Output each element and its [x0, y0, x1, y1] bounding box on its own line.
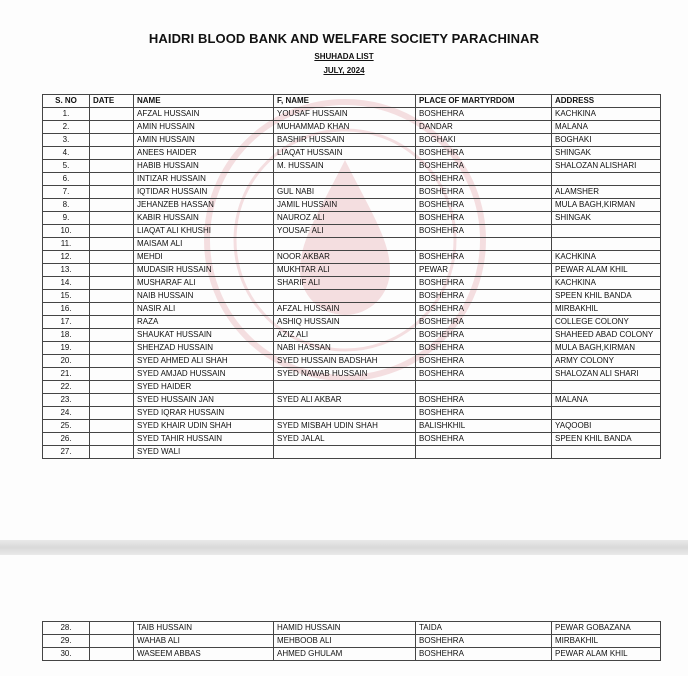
- table-header-row: [43, 95, 661, 108]
- cell-sno: 5.: [43, 160, 90, 173]
- cell-sno: 20.: [43, 355, 90, 368]
- cell-name: SYED HUSSAIN JAN: [134, 394, 274, 407]
- col-header-sno: S. NO: [43, 95, 90, 108]
- cell-sno: 8.: [43, 199, 90, 212]
- cell-address: MALANA: [552, 394, 661, 407]
- cell-place: BOSHEHRA: [416, 635, 552, 648]
- cell-father-name: YOUSAF ALI: [274, 225, 416, 238]
- cell-date: [90, 368, 134, 381]
- cell-date: [90, 648, 134, 661]
- cell-name: SYED KHAIR UDIN SHAH: [134, 420, 274, 433]
- cell-name: ANEES HAIDER: [134, 147, 274, 160]
- cell-place: PEWAR: [416, 264, 552, 277]
- cell-sno: 24.: [43, 407, 90, 420]
- cell-address: SHINGAK: [552, 147, 661, 160]
- cell-address: KACHKINA: [552, 108, 661, 121]
- cell-sno: 10.: [43, 225, 90, 238]
- table-row: [43, 251, 661, 264]
- cell-sno: 16.: [43, 303, 90, 316]
- cell-sno: 3.: [43, 134, 90, 147]
- cell-date: [90, 186, 134, 199]
- col-header-place: PLACE OF MARTYRDOM: [416, 95, 552, 108]
- cell-name: AFZAL HUSSAIN: [134, 108, 274, 121]
- page-separator: [0, 540, 688, 555]
- cell-address: MIRBAKHIL: [552, 303, 661, 316]
- cell-date: [90, 160, 134, 173]
- cell-date: [90, 407, 134, 420]
- cell-address: SHAHEED ABAD COLONY: [552, 329, 661, 342]
- cell-address: [552, 446, 661, 459]
- cell-name: WAHAB ALI: [134, 635, 274, 648]
- cell-sno: 7.: [43, 186, 90, 199]
- cell-date: [90, 355, 134, 368]
- cell-date: [90, 251, 134, 264]
- cell-name: INTIZAR HUSSAIN: [134, 173, 274, 186]
- cell-place: BALISHKHIL: [416, 420, 552, 433]
- cell-date: [90, 264, 134, 277]
- table-row: [43, 186, 661, 199]
- cell-father-name: AFZAL HUSSAIN: [274, 303, 416, 316]
- cell-address: SPEEN KHIL BANDA: [552, 290, 661, 303]
- cell-father-name: JAMIL HUSSAIN: [274, 199, 416, 212]
- cell-name: SYED TAHIR HUSSAIN: [134, 433, 274, 446]
- table-row: [43, 381, 661, 394]
- table-row: [43, 329, 661, 342]
- cell-date: [90, 277, 134, 290]
- cell-place: [416, 381, 552, 394]
- table-row: [43, 420, 661, 433]
- table-row: [43, 355, 661, 368]
- table-row: [43, 316, 661, 329]
- cell-place: [416, 446, 552, 459]
- cell-address: [552, 238, 661, 251]
- cell-father-name: [274, 290, 416, 303]
- cell-sno: 17.: [43, 316, 90, 329]
- page-title: HAIDRI BLOOD BANK AND WELFARE SOCIETY PARACHINAR: [148, 31, 540, 46]
- cell-address: YAQOOBI: [552, 420, 661, 433]
- cell-father-name: AHMED GHULAM: [274, 648, 416, 661]
- cell-name: MUSHARAF ALI: [134, 277, 274, 290]
- cell-place: [416, 238, 552, 251]
- cell-father-name: [274, 381, 416, 394]
- cell-place: BOSHEHRA: [416, 199, 552, 212]
- cell-date: [90, 212, 134, 225]
- cell-sno: 18.: [43, 329, 90, 342]
- cell-name: SYED IQRAR HUSSAIN: [134, 407, 274, 420]
- cell-sno: 14.: [43, 277, 90, 290]
- list-subtitle: SHUHADA LIST: [314, 52, 374, 61]
- col-header-date: DATE: [90, 95, 134, 108]
- cell-place: BOSHEHRA: [416, 212, 552, 225]
- cell-address: BOGHAKI: [552, 134, 661, 147]
- cell-address: MIRBAKHIL: [552, 635, 661, 648]
- cell-date: [90, 134, 134, 147]
- cell-father-name: SYED MISBAH UDIN SHAH: [274, 420, 416, 433]
- cell-place: BOSHEHRA: [416, 433, 552, 446]
- cell-father-name: MEHBOOB ALI: [274, 635, 416, 648]
- cell-father-name: HAMID HUSSAIN: [274, 622, 416, 635]
- cell-father-name: ASHIQ HUSSAIN: [274, 316, 416, 329]
- cell-date: [90, 290, 134, 303]
- table-row: [43, 368, 661, 381]
- cell-father-name: AZIZ ALI: [274, 329, 416, 342]
- cell-father-name: SYED NAWAB HUSSAIN: [274, 368, 416, 381]
- cell-date: [90, 147, 134, 160]
- cell-father-name: MUHAMMAD KHAN: [274, 121, 416, 134]
- cell-address: ARMY COLONY: [552, 355, 661, 368]
- cell-name: RAZA: [134, 316, 274, 329]
- cell-name: MAISAM ALI: [134, 238, 274, 251]
- cell-place: BOSHEHRA: [416, 251, 552, 264]
- cell-place: DANDAR: [416, 121, 552, 134]
- cell-date: [90, 381, 134, 394]
- cell-address: COLLEGE COLONY: [552, 316, 661, 329]
- cell-date: [90, 303, 134, 316]
- cell-father-name: SYED ALI AKBAR: [274, 394, 416, 407]
- table-row: [43, 212, 661, 225]
- shuhada-table: [42, 94, 661, 459]
- table-row: [43, 277, 661, 290]
- cell-address: SHALOZAN ALI SHARI: [552, 368, 661, 381]
- cell-date: [90, 394, 134, 407]
- cell-father-name: [274, 238, 416, 251]
- cell-place: BOSHEHRA: [416, 394, 552, 407]
- table-row: [43, 147, 661, 160]
- cell-place: TAIDA: [416, 622, 552, 635]
- cell-father-name: GUL NABI: [274, 186, 416, 199]
- cell-date: [90, 225, 134, 238]
- cell-place: BOSHEHRA: [416, 303, 552, 316]
- cell-name: MUDASIR HUSSAIN: [134, 264, 274, 277]
- cell-father-name: YOUSAF HUSSAIN: [274, 108, 416, 121]
- cell-name: NAIB HUSSAIN: [134, 290, 274, 303]
- cell-place: BOSHEHRA: [416, 173, 552, 186]
- table-row: [43, 134, 661, 147]
- col-header-name: NAME: [134, 95, 274, 108]
- cell-address: SPEEN KHIL BANDA: [552, 433, 661, 446]
- table-row: [43, 173, 661, 186]
- cell-address: SHALOZAN ALISHARI: [552, 160, 661, 173]
- table-row: [43, 648, 661, 661]
- cell-address: KACHKINA: [552, 251, 661, 264]
- cell-father-name: LIAQAT HUSSAIN: [274, 147, 416, 160]
- cell-sno: 19.: [43, 342, 90, 355]
- cell-father-name: [274, 173, 416, 186]
- cell-name: WASEEM ABBAS: [134, 648, 274, 661]
- shuhada-table-continued: [42, 621, 661, 661]
- table-row: [43, 264, 661, 277]
- cell-address: KACHKINA: [552, 277, 661, 290]
- cell-place: BOSHEHRA: [416, 342, 552, 355]
- cell-address: MALANA: [552, 121, 661, 134]
- cell-date: [90, 446, 134, 459]
- cell-date: [90, 238, 134, 251]
- cell-date: [90, 199, 134, 212]
- cell-date: [90, 420, 134, 433]
- cell-date: [90, 173, 134, 186]
- cell-sno: 21.: [43, 368, 90, 381]
- cell-date: [90, 121, 134, 134]
- table-row: [43, 290, 661, 303]
- table-row: [43, 238, 661, 251]
- table-row: [43, 108, 661, 121]
- cell-place: BOSHEHRA: [416, 186, 552, 199]
- cell-address: [552, 381, 661, 394]
- cell-place: BOSHEHRA: [416, 316, 552, 329]
- cell-place: BOSHEHRA: [416, 329, 552, 342]
- table-row: [43, 635, 661, 648]
- document-page-2: [0, 555, 688, 676]
- table-row: [43, 160, 661, 173]
- cell-address: MULA BAGH,KIRMAN: [552, 342, 661, 355]
- table-row: [43, 225, 661, 238]
- cell-sno: 12.: [43, 251, 90, 264]
- cell-name: SYED HAIDER: [134, 381, 274, 394]
- cell-name: IQTIDAR HUSSAIN: [134, 186, 274, 199]
- cell-sno: 6.: [43, 173, 90, 186]
- cell-name: TAIB HUSSAIN: [134, 622, 274, 635]
- cell-sno: 22.: [43, 381, 90, 394]
- cell-sno: 25.: [43, 420, 90, 433]
- cell-father-name: NAUROZ ALI: [274, 212, 416, 225]
- cell-date: [90, 635, 134, 648]
- cell-place: BOSHEHRA: [416, 355, 552, 368]
- cell-name: SYED WALI: [134, 446, 274, 459]
- cell-father-name: NOOR AKBAR: [274, 251, 416, 264]
- col-header-address: ADDRESS: [552, 95, 661, 108]
- table-row: [43, 303, 661, 316]
- table-row: [43, 433, 661, 446]
- cell-father-name: [274, 446, 416, 459]
- cell-place: BOSHEHRA: [416, 160, 552, 173]
- cell-date: [90, 433, 134, 446]
- cell-father-name: SHARIF ALI: [274, 277, 416, 290]
- cell-father-name: SYED HUSSAIN BADSHAH: [274, 355, 416, 368]
- cell-date: [90, 316, 134, 329]
- cell-name: SYED AHMED ALI SHAH: [134, 355, 274, 368]
- cell-address: PEWAR ALAM KHIL: [552, 648, 661, 661]
- cell-place: BOSHEHRA: [416, 368, 552, 381]
- cell-place: BOSHEHRA: [416, 147, 552, 160]
- cell-father-name: NABI HASSAN: [274, 342, 416, 355]
- table-row: [43, 407, 661, 420]
- cell-name: SHAUKAT HUSSAIN: [134, 329, 274, 342]
- cell-father-name: MUKHTAR ALI: [274, 264, 416, 277]
- cell-sno: 29.: [43, 635, 90, 648]
- cell-address: SHINGAK: [552, 212, 661, 225]
- table-row: [43, 394, 661, 407]
- cell-address: PEWAR ALAM KHIL: [552, 264, 661, 277]
- cell-sno: 11.: [43, 238, 90, 251]
- cell-sno: 30.: [43, 648, 90, 661]
- cell-sno: 4.: [43, 147, 90, 160]
- cell-address: [552, 173, 661, 186]
- cell-sno: 28.: [43, 622, 90, 635]
- cell-sno: 15.: [43, 290, 90, 303]
- cell-address: MULA BAGH,KIRMAN: [552, 199, 661, 212]
- cell-father-name: BASHIR HUSSAIN: [274, 134, 416, 147]
- cell-place: BOSHEHRA: [416, 225, 552, 238]
- cell-name: KABIR HUSSAIN: [134, 212, 274, 225]
- cell-name: LIAQAT ALI KHUSHI: [134, 225, 274, 238]
- table-row: [43, 446, 661, 459]
- cell-address: PEWAR GOBAZANA: [552, 622, 661, 635]
- cell-address: [552, 407, 661, 420]
- cell-name: SYED AMJAD HUSSAIN: [134, 368, 274, 381]
- cell-place: BOGHAKI: [416, 134, 552, 147]
- cell-date: [90, 342, 134, 355]
- cell-father-name: SYED JALAL: [274, 433, 416, 446]
- cell-sno: 26.: [43, 433, 90, 446]
- cell-sno: 9.: [43, 212, 90, 225]
- cell-date: [90, 622, 134, 635]
- cell-address: [552, 225, 661, 238]
- table-row: [43, 199, 661, 212]
- cell-place: BOSHEHRA: [416, 407, 552, 420]
- cell-place: BOSHEHRA: [416, 277, 552, 290]
- cell-sno: 23.: [43, 394, 90, 407]
- cell-address: ALAMSHER: [552, 186, 661, 199]
- cell-name: JEHANZEB HASSAN: [134, 199, 274, 212]
- table-row: [43, 622, 661, 635]
- cell-father-name: M. HUSSAIN: [274, 160, 416, 173]
- cell-place: BOSHEHRA: [416, 648, 552, 661]
- table-row: [43, 342, 661, 355]
- cell-sno: 1.: [43, 108, 90, 121]
- cell-place: BOSHEHRA: [416, 108, 552, 121]
- cell-name: HABIB HUSSAIN: [134, 160, 274, 173]
- cell-name: SHEHZAD HUSSAIN: [134, 342, 274, 355]
- cell-name: AMIN HUSSAIN: [134, 121, 274, 134]
- cell-name: AMIN HUSSAIN: [134, 134, 274, 147]
- cell-date: [90, 108, 134, 121]
- list-date: JULY, 2024: [323, 66, 365, 75]
- cell-name: MEHDI: [134, 251, 274, 264]
- cell-sno: 27.: [43, 446, 90, 459]
- cell-place: BOSHEHRA: [416, 290, 552, 303]
- cell-date: [90, 329, 134, 342]
- col-header-father-name: F, NAME: [274, 95, 416, 108]
- table-row: [43, 121, 661, 134]
- cell-sno: 13.: [43, 264, 90, 277]
- cell-name: NASIR ALI: [134, 303, 274, 316]
- cell-father-name: [274, 407, 416, 420]
- cell-sno: 2.: [43, 121, 90, 134]
